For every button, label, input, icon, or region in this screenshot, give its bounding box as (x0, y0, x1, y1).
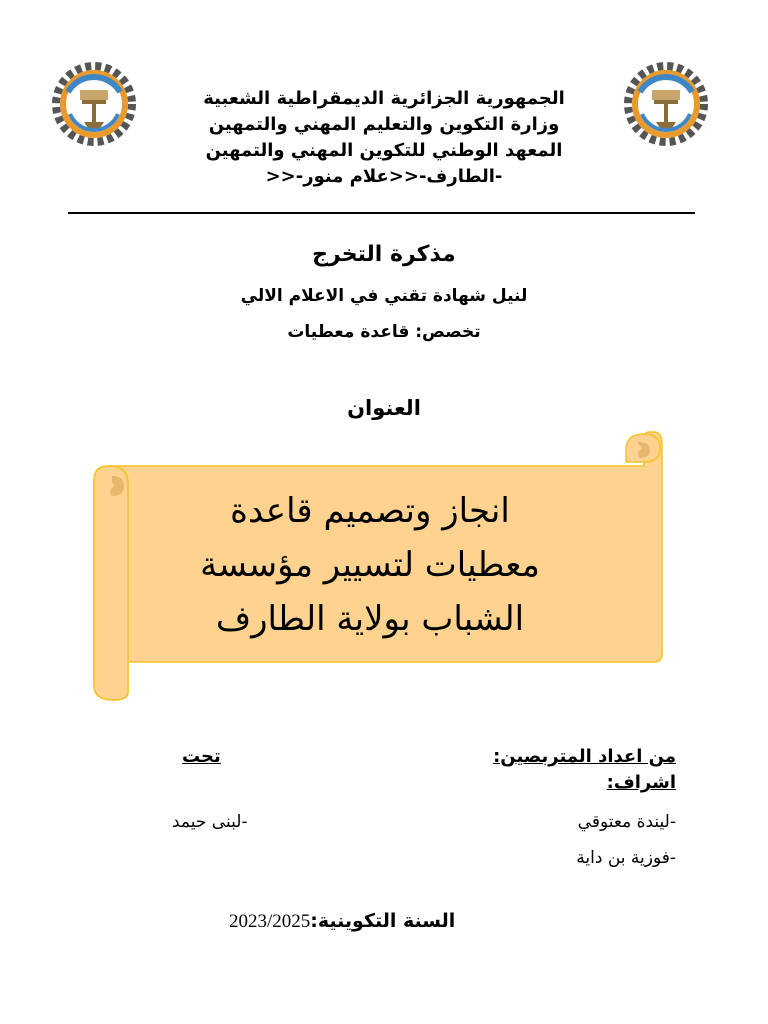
supervisor-name: -لبنى حيمد (172, 812, 248, 832)
specialty-line: تخصص: قاعدة معطيات (287, 322, 481, 342)
supervision-label: تحت (182, 746, 221, 767)
institute-logo-icon-left (52, 62, 136, 146)
header-line-location: -الطارف-<<علام منور-<< (265, 166, 503, 187)
header-divider (68, 212, 695, 214)
academic-year-value: 2023/2025 (229, 911, 311, 932)
header-line-ministry: وزارة التكوين والتعليم المهني والتمهين (208, 114, 560, 135)
title-label: العنوان (347, 396, 421, 420)
project-title (120, 484, 620, 646)
project-title-line1: انجاز وتصميم قاعدة (230, 491, 510, 531)
student-name-1: -ليندة معتوقي (577, 812, 676, 832)
prepared-by-label: من اعداد المتربصين: (493, 746, 676, 767)
certificate-line: لنيل شهادة تقني في الاعلام الالي (240, 286, 528, 306)
academic-year (229, 910, 455, 933)
supervision-label-continued: اشراف: (606, 772, 676, 793)
student-name-2: -فوزية بن داية (576, 848, 676, 868)
academic-year-label: السنة التكوينية: (310, 910, 456, 932)
header-line-republic: الجمهورية الجزائرية الديمقراطية الشعبية (203, 88, 565, 109)
institution-header (130, 86, 638, 190)
header-line-institute: المعهد الوطني للتكوين المهني والتمهين (205, 140, 563, 161)
memo-title: مذكرة التخرج (312, 242, 456, 267)
project-title-line3: الشباب بولاية الطارف (215, 599, 525, 639)
project-title-line2: معطيات لتسيير مؤسسة (200, 545, 540, 585)
